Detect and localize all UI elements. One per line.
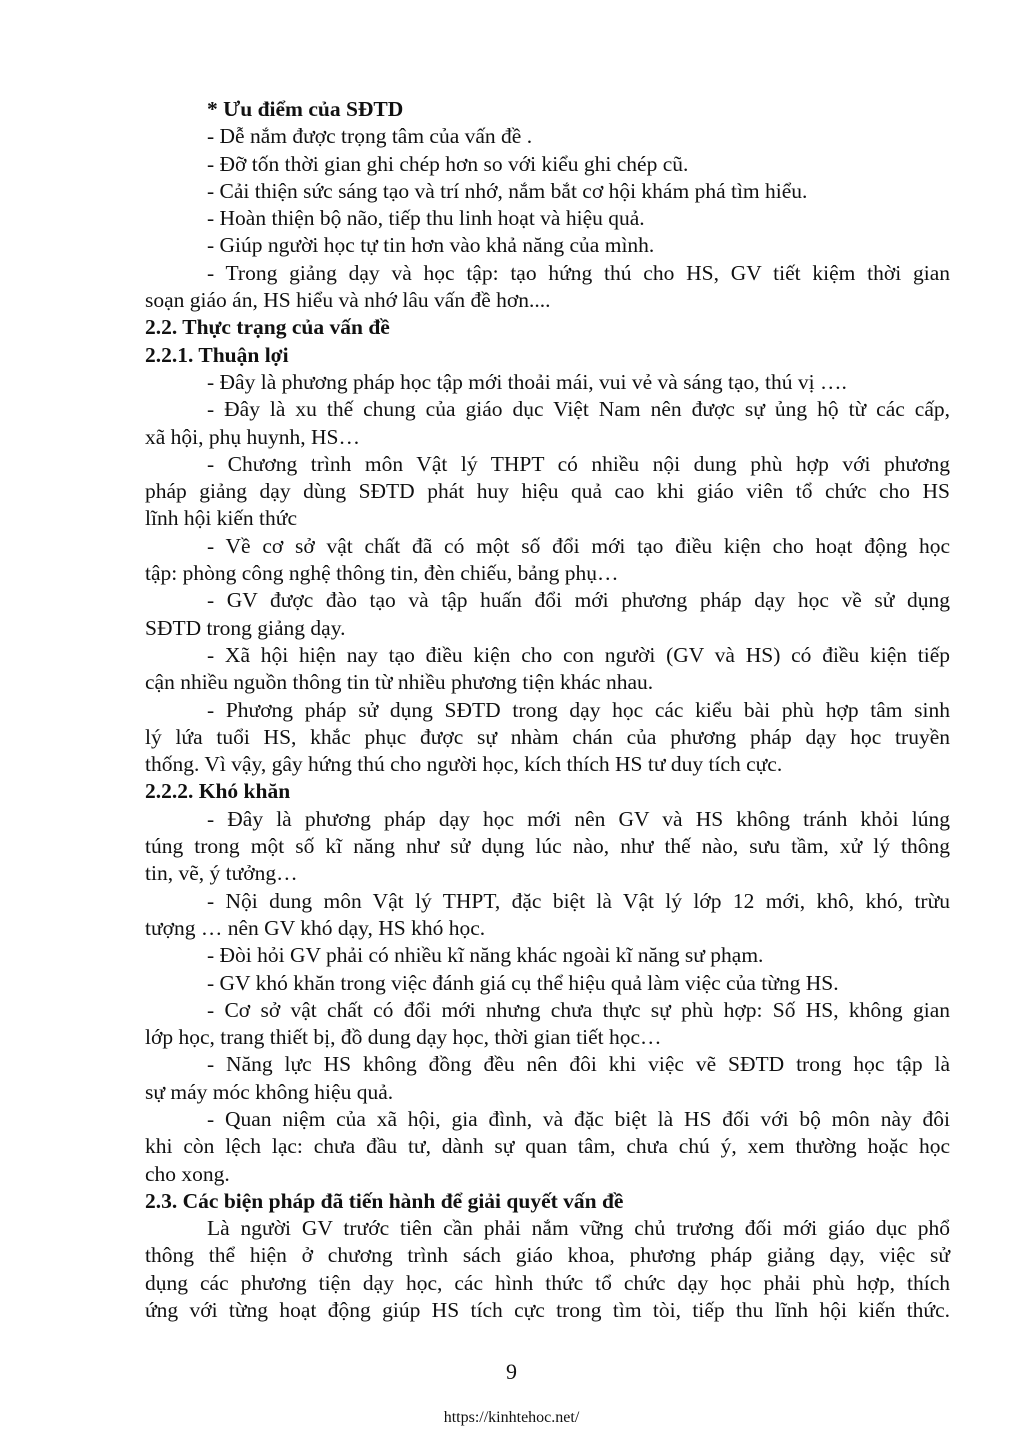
text-line: - GV khó khăn trong việc đánh giá cụ thể hiệu quả làm việc của từng HS.: [207, 970, 839, 995]
text-line: ứng với từng hoạt động giúp HS tích cực trong tìm tòi, tiếp thu lĩnh hội kiến thức.: [145, 1298, 950, 1323]
section-heading-2-3: 2.3. Các biện pháp đã tiến hành để giải quyết vấn đề: [145, 1188, 624, 1213]
text-line: - Nội dung môn Vật lý THPT, đặc biệt là Vật lý lớp 12 mới, khô, khó, trừu: [207, 888, 950, 913]
text-line: xã hội, phụ huynh, HS…: [145, 424, 360, 449]
text-line: sự máy móc không hiệu quả.: [145, 1079, 394, 1104]
text-line: dụng các phương tiện dạy học, các hình thức tổ chức dạy học phải phù hợp, thích: [145, 1270, 950, 1295]
footer-url: https://kinhtehoc.net/: [443, 1409, 580, 1426]
text-line: - Quan niệm của xã hội, gia đình, và đặc biệt là HS đối với bộ môn này đôi: [207, 1106, 950, 1131]
text-line: - GV được đào tạo và tập huấn đổi mới phương pháp dạy học về sử dụng: [207, 588, 950, 613]
text-line: - Phương pháp sử dụng SĐTD trong dạy học các kiểu bài phù hợp tâm sinh: [207, 697, 950, 722]
text-line: - Đây là xu thế chung của giáo dục Việt Nam nên được sự ủng hộ từ các cấp,: [207, 397, 950, 422]
text-line: - Đỡ tốn thời gian ghi chép hơn so với kiểu ghi chép cũ.: [207, 151, 689, 176]
text-line: - Giúp người học tự tin hơn vào khả năng của mình.: [207, 233, 655, 258]
text-line: cận nhiều nguồn thông tin từ nhiều phương tiện khác nhau.: [145, 670, 654, 695]
text-line: - Đây là phương pháp học tập mới thoải mái, vui vẻ và sáng tạo, thú vị ….: [207, 369, 847, 394]
text-line: tin, vẽ, ý tưởng…: [145, 861, 298, 886]
text-line: khi còn lệch lạc: chưa đầu tư, dành sự quan tâm, chưa chú ý, xem thường hoặc học: [145, 1134, 950, 1159]
text-line: thống. Vì vậy, gây hứng thú cho người học, kích thích HS tư duy tích cực.: [145, 752, 783, 777]
text-line: túng trong một số kĩ năng như sử dụng lúc nào, như thế nào, sưu tầm, xử lý thông: [145, 834, 950, 859]
section-heading-2-2: 2.2. Thực trạng của vấn đề: [145, 315, 390, 340]
text-line: - Cải thiện sức sáng tạo và trí nhớ, nắm bắt cơ hội khám phá tìm hiểu.: [207, 178, 808, 203]
text-line: tập: phòng công nghệ thông tin, đèn chiếu, bảng phụ…: [145, 561, 619, 586]
text-line: - Cơ sở vật chất có đổi mới nhưng chưa thực sự phù hợp: Số HS, không gian: [207, 997, 950, 1022]
text-line: - Hoàn thiện bộ não, tiếp thu linh hoạt và hiệu quả.: [207, 206, 645, 231]
text-line: - Về cơ sở vật chất đã có một số đổi mới tạo điều kiện cho hoạt động học: [207, 533, 950, 558]
text-line: - Xã hội hiện nay tạo điều kiện cho con người (GV và HS) có điều kiện tiếp: [207, 642, 950, 667]
text-line: pháp giảng dạy dùng SĐTD phát huy hiệu quả cao khi giáo viên tổ chức cho HS: [145, 479, 950, 504]
text-line: lý lứa tuổi HS, khắc phục được sự nhàm chán của phương pháp dạy học truyền: [145, 724, 950, 749]
section-heading-2-2-1: 2.2.1. Thuận lợi: [145, 342, 289, 367]
text-line: thông thể hiện ở chương trình sách giáo khoa, phương pháp giảng dạy, việc sử: [145, 1243, 950, 1268]
heading-advantages: * Ưu điểm của SĐTD: [207, 97, 404, 121]
text-line: - Đòi hỏi GV phải có nhiều kĩ năng khác ngoài kĩ năng sư phạm.: [207, 943, 764, 968]
text-line: - Năng lực HS không đồng đều nên đôi khi việc vẽ SĐTD trong học tập là: [207, 1052, 950, 1077]
text-line: - Trong giảng dạy và học tập: tạo hứng thú cho HS, GV tiết kiệm thời gian: [207, 260, 950, 285]
text-line: tượng … nên GV khó dạy, HS khó học.: [145, 915, 486, 940]
page-number: 9: [506, 1359, 517, 1384]
text-line: lớp học, trang thiết bị, đồ dung dạy học, thời gian tiết học…: [145, 1025, 662, 1050]
text-line: Là người GV trước tiên cần phải nắm vững chủ trương đối mới giáo dục phổ: [207, 1216, 950, 1241]
text-line: - Dễ nắm được trọng tâm của vấn đề .: [207, 124, 533, 149]
text-line: SĐTD trong giảng dạy.: [145, 615, 346, 640]
text-line: soạn giáo án, HS hiểu và nhớ lâu vấn đề hơn....: [145, 288, 551, 313]
page-body: [145, 96, 950, 1324]
text-line: lĩnh hội kiến thức: [145, 506, 297, 531]
text-line: cho xong.: [145, 1161, 230, 1186]
text-line: - Đây là phương pháp dạy học mới nên GV và HS không tránh khỏi lúng: [207, 806, 950, 831]
section-heading-2-2-2: 2.2.2. Khó khăn: [145, 779, 291, 804]
text-line: - Chương trình môn Vật lý THPT có nhiều nội dung phù hợp với phương: [207, 451, 950, 476]
